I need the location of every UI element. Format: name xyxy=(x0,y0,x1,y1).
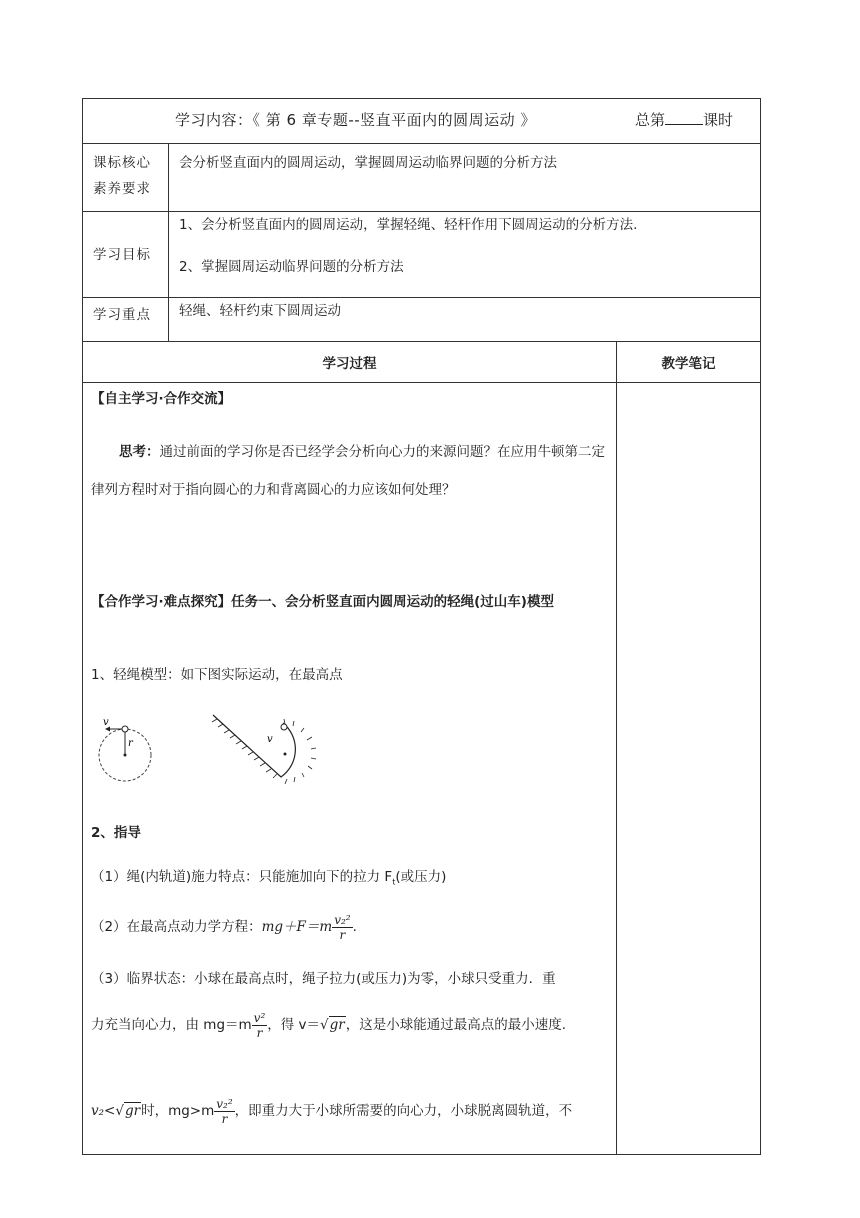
core-label: 课标核心 素养要求 xyxy=(83,144,169,212)
notes-header: 教学笔记 xyxy=(617,342,761,383)
section1-title: 【自主学习·合作交流】 xyxy=(91,391,232,407)
guide-p2: （2）在最高点动力学方程：mg＋F＝m $\frac{\text{v₂²}}{r}$ . xyxy=(91,912,357,942)
figure-r-label: r xyxy=(128,738,133,749)
track-v-label: v xyxy=(267,734,273,745)
figure-v-label: v xyxy=(103,717,109,728)
lesson-title: 学习内容：《 第 6 章专题--竖直平面内的圆周运动 》 xyxy=(175,111,536,129)
title-row xyxy=(83,99,761,144)
notes-cell[interactable] xyxy=(617,383,761,1155)
process-cell xyxy=(83,383,617,1155)
guide-p1: （1）绳(内轨道)施力特点：只能施加向下的拉力 $F_t$(或压力) xyxy=(91,869,447,887)
lesson-number-blank xyxy=(665,110,703,125)
focus-label: 学习重点 xyxy=(83,298,169,342)
worksheet xyxy=(82,98,760,1154)
goal-1: 1、会分析竖直面内的圆周运动，掌握轻绳、轻杆作用下圆周运动的分析方法. xyxy=(179,217,638,233)
lesson-number: 总第 课时 xyxy=(635,111,734,129)
worksheet-table xyxy=(82,98,761,1155)
guide-p4: v₂<√gr时，mg>m $\frac{\text{v₂²}}{r}$ ，即重力大于小球所需要的向心力，小球脱离圆轨道，不 xyxy=(91,1096,573,1126)
item1: 1、轻绳模型：如下图实际运动，在最高点 xyxy=(91,667,343,683)
focus-text: 轻绳、轻杆约束下圆周运动 xyxy=(169,298,761,342)
core-text: 会分析竖直面内的圆周运动，掌握圆周运动临界问题的分析方法 xyxy=(169,144,761,212)
goal-cell xyxy=(169,212,761,298)
process-header: 学习过程 xyxy=(83,342,617,383)
goal-label: 学习目标 xyxy=(83,212,169,298)
goal-2: 2、掌握圆周运动临界问题的分析方法 xyxy=(179,259,404,275)
track-model-figure xyxy=(203,707,333,787)
guide-p3-line2: 力充当向心力，由 mg＝m $\frac{\text{v²}}{r}$ ，得 v＝√gr，这是小球能通过最高点的最小速度. xyxy=(91,1010,567,1040)
think-paragraph: 思考：通过前面的学习你是否已经学会分析向心力的来源问题？在应用牛顿第二定律列方程时对于指向圆心的力和背离圆心的力应该如何处理？ xyxy=(91,444,605,498)
guide-p3-line1: （3）临界状态：小球在最高点时，绳子拉力(或压力)为零，小球只受重力．重 xyxy=(91,971,556,987)
section2-title: 【合作学习·难点探究】任务一、会分析竖直面内圆周运动的轻绳(过山车)模型 xyxy=(91,594,554,610)
rope-model-figure xyxy=(89,713,169,793)
item2: 2、指导 xyxy=(91,825,141,841)
